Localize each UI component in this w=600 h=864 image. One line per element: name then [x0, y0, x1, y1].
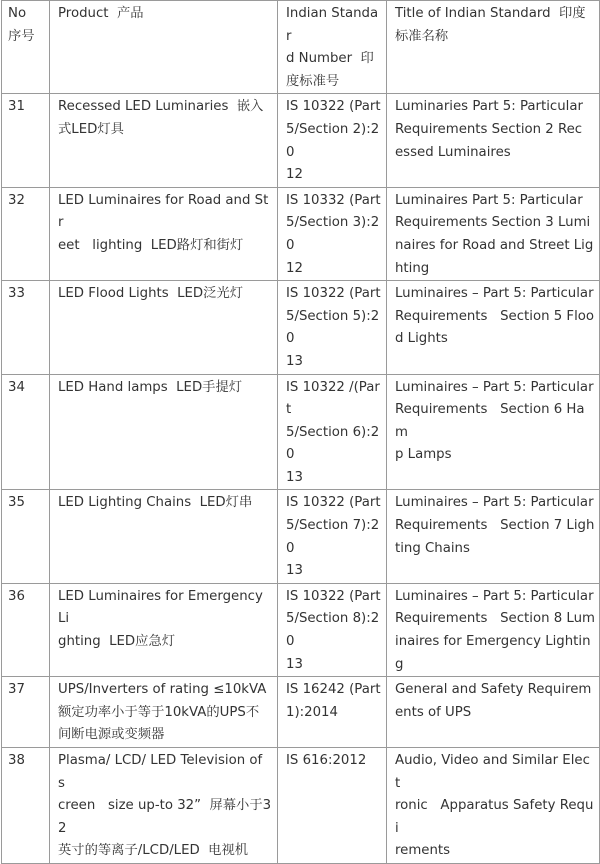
header-product: Product 产品: [50, 1, 278, 94]
product-cell: LED Luminaires for Emergency Li ghting LED应急灯: [50, 583, 278, 676]
standard-number-cell: IS 16242 (Part 1):2014: [278, 677, 387, 748]
table-row: [2, 748, 600, 864]
standards-table: [1, 0, 600, 864]
standard-number-cell: IS 10322 (Part 5/Section 8):20 13: [278, 583, 387, 676]
header-no: No 序号: [2, 1, 50, 94]
header-row: [2, 1, 600, 94]
row-number: 33: [2, 281, 50, 374]
standard-title-cell: Luminaires Part 5: Particular Requirements Section 3 Lumi naires for Road and Street Lig hting: [387, 187, 600, 280]
table-row: [2, 374, 600, 490]
header-standard-title: Title of Indian Standard 印度 标准名称: [387, 1, 600, 94]
standard-number-cell: IS 10322 (Part 5/Section 7):20 13: [278, 490, 387, 583]
product-cell: LED Hand lamps LED手提灯: [50, 374, 278, 490]
row-number: 34: [2, 374, 50, 490]
row-number: 32: [2, 187, 50, 280]
standard-number-cell: IS 10322 (Part 5/Section 2):20 12: [278, 94, 387, 187]
table-row: [2, 490, 600, 583]
row-number: 37: [2, 677, 50, 748]
product-cell: UPS/Inverters of rating ≤10kVA 额定功率小于等于10kVA的UPS不 间断电源或变频器: [50, 677, 278, 748]
product-cell: LED Flood Lights LED泛光灯: [50, 281, 278, 374]
product-cell: Recessed LED Luminaries 嵌入 式LED灯具: [50, 94, 278, 187]
product-cell: LED Lighting Chains LED灯串: [50, 490, 278, 583]
row-number: 36: [2, 583, 50, 676]
row-number: 35: [2, 490, 50, 583]
standard-title-cell: General and Safety Requirem ents of UPS: [387, 677, 600, 748]
standard-number-cell: IS 10322 /(Part 5/Section 6):20 13: [278, 374, 387, 490]
table-row: [2, 583, 600, 676]
product-cell: Plasma/ LCD/ LED Television of s creen size up-to 32” 屏幕小于32 英寸的等离子/LCD/LED 电视机: [50, 748, 278, 864]
standard-title-cell: Luminaires – Part 5: Particular Requirements Section 5 Floo d Lights: [387, 281, 600, 374]
standard-title-cell: Luminaires – Part 5: Particular Requirements Section 8 Lum inaires for Emergency Lighting: [387, 583, 600, 676]
table-row: [2, 677, 600, 748]
row-number: 38: [2, 748, 50, 864]
product-cell: LED Luminaires for Road and Str eet lighting LED路灯和街灯: [50, 187, 278, 280]
standard-number-cell: IS 616:2012: [278, 748, 387, 864]
standard-title-cell: Luminaries Part 5: Particular Requirements Section 2 Rec essed Luminaires: [387, 94, 600, 187]
standard-title-cell: Audio, Video and Similar Elect ronic Apparatus Safety Requi rements: [387, 748, 600, 864]
row-number: 31: [2, 94, 50, 187]
standard-number-cell: IS 10322 (Part 5/Section 5):20 13: [278, 281, 387, 374]
header-standard-number: Indian Standar d Number 印 度标准号: [278, 1, 387, 94]
standard-title-cell: Luminaires – Part 5: Particular Requirements Section 6 Ham p Lamps: [387, 374, 600, 490]
standard-title-cell: Luminaires – Part 5: Particular Requirements Section 7 Ligh ting Chains: [387, 490, 600, 583]
standard-number-cell: IS 10332 (Part 5/Section 3):20 12: [278, 187, 387, 280]
table-row: [2, 187, 600, 280]
table-row: [2, 94, 600, 187]
table-row: [2, 281, 600, 374]
